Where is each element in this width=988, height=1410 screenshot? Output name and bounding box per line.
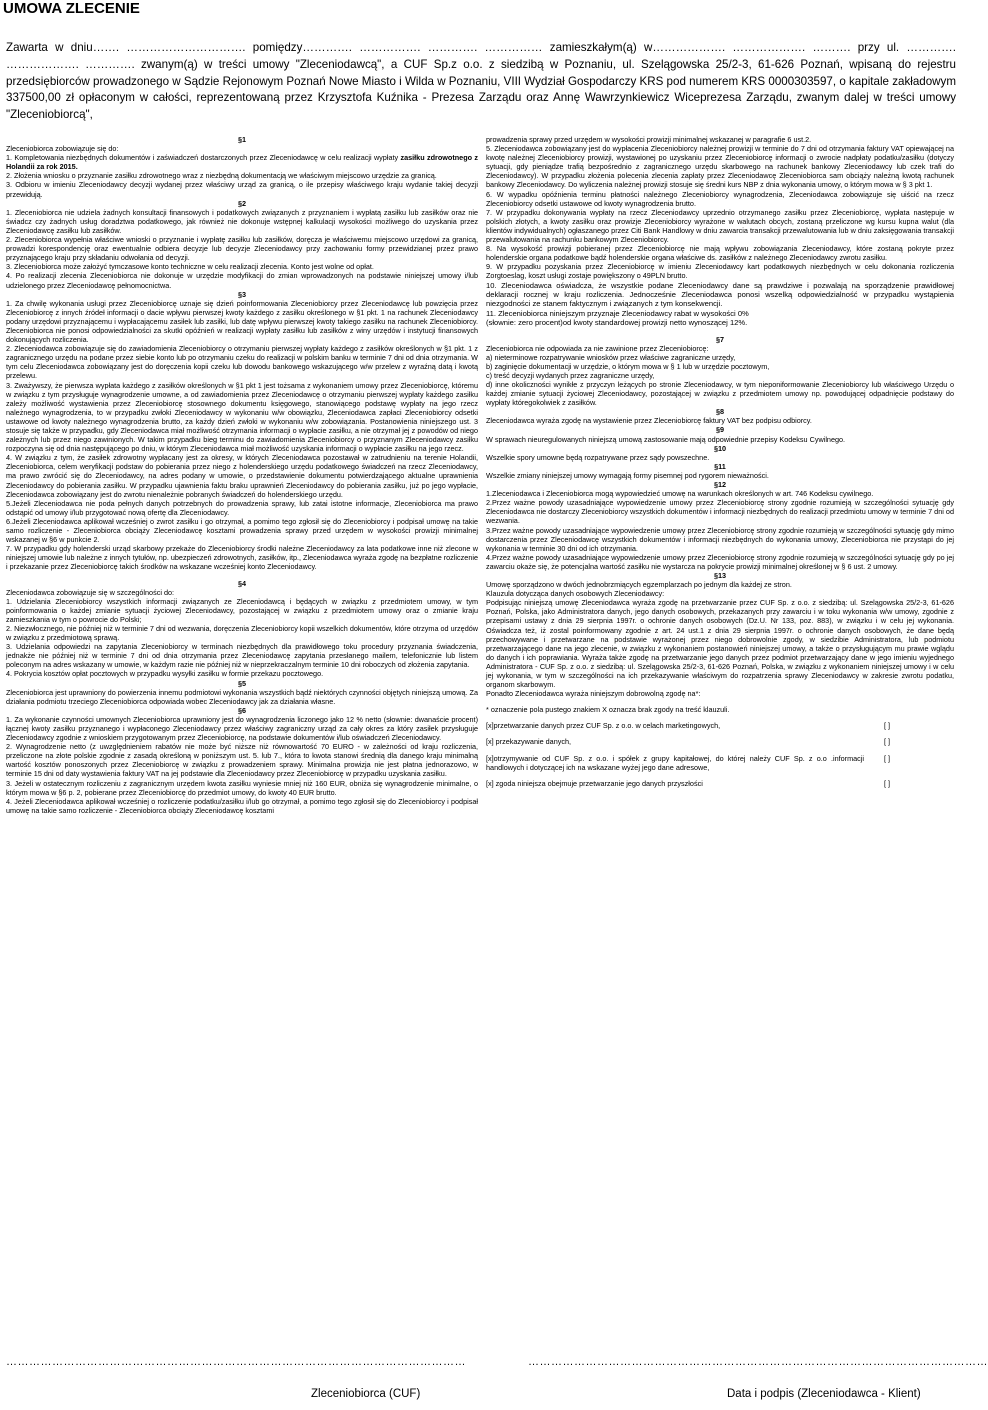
section-13-text-3: Podpisując niniejszą umowę Zleceniodawca wyraża zgodę na przetwarzanie przez CUF Sp. z o.o. z siedzibą: ul. Szelągowska 25/2-3, 61-626 Poznań, Polska, jako Administratora danych, jego danych osobowych, przekazanych przy zawarciu i w toku wykonania w/w umowy, zgodnie z przepisami ustawy z dnia 29 sierpnia 1997r. o ochronie danych osobowych (Dz.U. Nr 133, poz. 883), w związku i w celu jej wykonania. Oświadcza też, iż zostal poinformowany zgodnie z art. 24 ust.1 z dnia 29 sierpnia 1997r. o ochronie danych osobowych, że dane będą przechowywane i przetwarzane na podstawie wyrażonej przez niego dobrowolnie zgody, w siedzibie Administratora, lub podmiotu przetwarzającego dane na jego zlecenie, w związku z wykonaniem postanowień niniejszej umowy, a także o przysługującym mu prawie wglądu do danych i ich poprawiania. Wyraża także zgodę na przetwarzanie jego danych przez podmiot przetwarzający dane w jego imieniu wyjednego Administratora - CUF Sp. z o.o. z siedzibą: ul. Szelągowska 25/2-3, 61-626 Poznań, Polska, w związku z wykonaniem niniejszej umowy i w celu jej wykonania, w tym w szczególności na ich przekazywanie właściwym do rozpatrzenia sprawy Zleceniodawcy w zakresie zwrotu podatku, organom skarbowym. bbox=[486, 598, 954, 690]
section-6-item-7: 7. W przypadku dokonywania wypłaty na rzecz Zleceniodawcy uprzednio otrzymanego zasiłku przez Zleceniobiorcę, wypłata następuje w polskich złotych, a kwoty zasiłku oraz prowizje Zleceniobiorcy wyrażone w walutach obcych, zostaną przeliczone wg kursu kupna walut (dla klientów indywidualnych) ogłaszanego przez Citi Bank Handlowy w dniu zawarcia transakcji przewalutowania lub w dniu zaksięgowania transakcji przewalutowania na rachunku bankowym Zleceniobiorcy. bbox=[486, 207, 954, 245]
section-13-heading: §13 bbox=[713, 570, 727, 580]
section-6-heading: §6 bbox=[237, 705, 247, 715]
section-6-item-3: 3. Jeżeli w ostatecznym rozliczeniu z zagranicznym urzędem kwota zasiłku wyniesie mniej niż 160 EUR, obniża się wynagrodzenie minimalne, o którym mowa w §6 p. 2, pobierane przez Zleceniobiorcę do przedmiot umowy, do kwoty 40 EUR brutto. bbox=[6, 778, 478, 797]
section-2-item-2: 2. Zleceniobiorca wypełnia właściwe wnioski o przyznanie i wypłatę zasiłku lub zasiłków, doręcza je właściwemu miejscowo urzędowi za granicą, prowadzi korespondencję oraz ewentualnie odbiera decyzje lub decyzje Zleceniodawcy przy zachowaniu formy przewidzianej przez prawo przyznającego kraju przy składaniu odwołania od decyzji. bbox=[6, 235, 478, 263]
consent-label: [x]przetwarzanie danych przez CUF Sp. z o.o. w celach marketingowych, bbox=[486, 721, 721, 731]
consent-label: [x] przekazywanie danych, bbox=[486, 737, 572, 747]
section-5-heading: §5 bbox=[237, 678, 247, 688]
section-7-item-b: b) zaginięcie dokumentacji w urzędzie, o którym mowa w § 1 lub w urzędzie pocztowym, bbox=[486, 361, 770, 371]
section-3-item-1: 1. Za chwilę wykonania usługi przez Zleceniobiorcę uznaje się dzień poinformowania Zleceniobiorcy przez Zleceniodawcę lub powzięcia przez Zleceniobiorcę z innych źródeł informacji o dacie wpływu pierwszej kwoty każdego z zasiłku określonego w §1 pkt. 1 na rachunek Zleceniodawcy podany urzędowi przyznającemu i wypłacającemu zasiłek lub zasiłki, lub datę wpływu pierwszej kwoty takiego zasiłku na rachunek Zleceniobiorcy. Zleceniobiorca nie ponosi odpowiedzialności za skutki opóźnień w realizacji wypłaty zasiłku lub zasiłków z winy urzędów i instytucji finansowych dokonujących rozliczenia. bbox=[6, 298, 478, 345]
consent-option-future-processing[interactable] bbox=[486, 779, 954, 788]
section-10-heading: §10 bbox=[713, 443, 727, 453]
section-4-lead: Zleceniodawca zobowiązuje się w szczególności do: bbox=[6, 587, 175, 597]
section-12-item-4: 4.Przez ważne powody uzasadniające wypowiedzenie umowy przez Zleceniobiorcę strony zgodnie rozumieją w szczególności sytuację gdy po jej zawarciu okaże się, że potencjalna wartość zasiłku nie wystarcza na pokrycie prowizji minimalnej określonej w § 6 ust. 2 umowy. bbox=[486, 552, 954, 571]
section-1-lead: Zleceniobiorca zobowiązuje się do: bbox=[6, 144, 119, 154]
left-column bbox=[6, 135, 478, 815]
section-10-text: Wszelkie spory umowne będą rozpatrywane przez sądy powszechne. bbox=[486, 452, 710, 462]
section-3-item-6: 6.Jeżeli Zleceniodawca aplikował wcześniej o zwrot zasiłku i go otrzymał, a pomimo tego zgłosił się do Zleceniobiorcy i podpisał umowę na takie samo rozliczenie - Zleceniobiorca obciąży Zleceniodawcę kosztami prowadzenia sprawy przed urzędem w wysokości prowizji minimalnej wskazanej w §6 w punkcie 2. bbox=[6, 516, 478, 545]
signature-label-client: Data i podpis (Zleceniodawca - Klient) bbox=[727, 1388, 921, 1400]
section-2-heading: §2 bbox=[237, 198, 247, 208]
section-6-item-8: 8. Na wysokość prowizji pobieranej przez Zleceniobiorcę nie mają wpływu zobowiązania Zleceniodawcy, które zostaną pokryte przez holenderskie organa podatkowe bądź holenderskie organa właściwe ds. zasiłków z należnego Zleceniodawcy zwrotu zasiłku. bbox=[486, 244, 954, 263]
section-6-item-11b: (słownie: zero procent)od kwoty standardowej prowizji netto wynoszącej 12%. bbox=[486, 318, 748, 328]
section-12-item-2: 2.Przez ważne powody uzasadniające wypowiedzenie umowy przez Zleceniobiorcę strony zgodnie rozumieją w szczególności sytuację gdy Zleceniodawca nie dostarczy Zleceniobiorcy wszystkich dokumentów i informacji niezbędnych do realizacji przedmiotu umowy w terminie 7 dni od wezwania. bbox=[486, 498, 954, 526]
consent-checkbox[interactable]: [ ] bbox=[884, 737, 891, 747]
section-3-heading: §3 bbox=[237, 289, 247, 299]
section-4-item-2: 2. Niezwłocznego, nie później niż w terminie 7 dni od wezwania, doręczenia Zleceniobiorcy kopii wszelkich dokumentów, które otrzyma od urzędów w związku z przedmiotową sprawą. bbox=[6, 623, 478, 643]
spacer bbox=[486, 328, 954, 335]
consent-option-marketing[interactable] bbox=[486, 721, 954, 730]
section-6-item-11a: 11. Zleceniobiorca niniejszym przyznaje Zleceniodawcy rabat w wysokości 0% bbox=[486, 308, 749, 318]
section-3-item-4: 4. W związku z tym, że zasiłek zdrowotny wypłacany jest za okresy, w których Zleceniodawca pozostawał w zatrudnieniu na terenie Holandii, Zleceniobiorca, celem weryfikacji podstaw do pobierania przez niego z holenderskiego urzędu podatkowego świadczeń na rzecz Zleceniodawcy, ma prawo zwrócić się do Zleceniodawcy, na adres podany w umowie, o przedstawienie dokumentu potwierdzającego aktualne uprawnienia Zleceniodawcy do pobierania zasiłku. W przypadku ujawnienia faktu braku uprawnień Zleceniodawcy do pobierania zasiłku, już po jego wypłacie, Zleceniodawca zobowiązany jest do zwrotu nienależnie pobranych świadczeń do holenderskiego urzędu. bbox=[6, 453, 478, 499]
section-7-item-c: c) treść decyzji wydanych przez zagraniczne urzędy, bbox=[486, 370, 655, 380]
section-1-item-3: 3. Odbioru w imieniu Zleceniodawcy decyzji wydanej przez właściwy urząd za granicą, o ile przepisy właściwego kraju wydanie takiej decyzji przewidują. bbox=[6, 180, 478, 199]
section-11-heading: §11 bbox=[714, 461, 726, 471]
spacer bbox=[486, 698, 954, 705]
section-13-text-1: Umowę sporządzono w dwóch jednobrzmiących egzemplarzach po jednym dla każdej ze stron. bbox=[486, 580, 792, 590]
section-2-item-1: 1. Zleceniobiorca nie udziela żadnych konsultacji finansowych i podatkowych związanych z przyznaniem i wypłatą zasiłku lub zasiłków oraz nie świadcz czy żadnych usług doradztwa podatkowego, jak również nie dokonuje wstępnej kalkulacji wysokości możliwego do uzyskania przez Zleceniodawcę zasiłku lub zasiłków. bbox=[6, 207, 478, 235]
section-11-text: Wszelkie zmiany niniejszej umowy wymagają formy pisemnej pod rygorem nieważności. bbox=[486, 470, 769, 480]
section-9-heading: §9 bbox=[715, 425, 725, 435]
consent-option-data-transfer[interactable] bbox=[486, 737, 954, 746]
section-2-item-3: 3. Zleceniobiorca może założyć tymczasowe konto techniczne w celu realizacji zlecenia. Konto jest wolne od opłat. bbox=[6, 262, 374, 272]
spacer bbox=[6, 572, 478, 579]
section-6-item-1: 1. Za wykonanie czynności umownych Zleceniobiorca uprawniony jest do wynagrodzenia liczonego jako 12 % netto (słownie: dwanaście procent) łącznej kwoty zasiłku przyznanego i wypłaconego Zleceniodawcy przez właściwy zagraniczny urząd za cały okres za który zasiłek przysługuje Zleceniodawcy zgodnie z wnioskiem przygotowanym przez Zleceniobiorcę, na podstawie dokumentów i/lub oświadczeń Zleceniodawcy. bbox=[6, 714, 478, 743]
section-6-item-6: 6. W wypadku opóźnienia terminu płatności należnego Zleceniobiorcy wynagrodzenia, Zleceniodawca zobowiązuje się uiścić na rzecz Zleceniobiorcy odsetki ustawowe od kwoty wynagrodzenia brutto. bbox=[486, 189, 954, 208]
section-4-heading: §4 bbox=[237, 578, 247, 588]
section-8-heading: §8 bbox=[715, 407, 725, 417]
section-6-item-2: 2. Wynagrodzenie netto (z uwzględnieniem rabatów nie może być niższe niż równowartość 70 EURO - w zależności od kraju rozliczenia, przeliczone na złote polskie zgodnie z zasadą określoną w poniższym ust. 5. lub 7., która to kwota stanowi średnią dla danego kraju minimalną wartość kosztów ponoszonych przez Zleceniobiorcę w związku z prowadzeniem sprawy. Minimalna prowizja nie jest płatna jednorazowo, w terminie 15 dni od daty wystawienia faktury VAT na jej podstawie dla Zleceniodawcy przez Zleceniobiorcę w przypadku uzyskania zasiłku. bbox=[6, 742, 478, 779]
section-4-item-4: 4. Pokrycia kosztów opłat pocztowych w przypadku wysyłki zasiłku w formie przekazu pocztowego. bbox=[6, 669, 324, 679]
section-12-heading: §12 bbox=[713, 480, 727, 490]
document-title: UMOWA ZLECENIE bbox=[3, 0, 140, 17]
section-9-text: W sprawach nieuregulowanych niniejszą umową zastosowanie mają odpowiednie przepisy Kodeksu Cywilnego. bbox=[486, 434, 846, 444]
section-6-continuation: prowadzenia sprawy przed urzędem w wysokości prowizji minimalnej wskazanej w paragrafie 6 ust.2. bbox=[486, 135, 812, 144]
section-7-item-d: d) inne okoliczności wynikłe z przyczyn leżących po stronie Zleceniodawcy, w tym nieponiformowanie Zleceniobiorcy lub właściwego Urzędu o każdej zmianie sytuacji życiowej Zleceniodawcy, pozostającej w związku z przedmiotem umowy np. powodującej odpadnięcie podstawy do wypłaty któregokolwiek z zasiłków. bbox=[486, 380, 954, 408]
section-1-item-2: 2. Złożenia wniosku o przyznanie zasiłku zdrowotnego wraz z niezbędną dokumentacją we właściwym miejscowo urzędzie za granicą. bbox=[6, 171, 437, 181]
signature-label-contractor: Zleceniobiorca (CUF) bbox=[311, 1388, 421, 1400]
section-13-text-2: Klauzula dotycząca danych osobowych Zleceniodawcy: bbox=[486, 589, 665, 599]
section-3-item-7: 7. W przypadku gdy holenderski urząd skarbowy przekaże do Zleceniobiorcy środki należne Zleceniodawcy za lata podatkowe inne niż zlecone w niniejszej umowie lub należne z innych tytułów, np. ubezpieczeń zdrowotnych, zasiłków, itp., Zleceniodawca wyraża zgodę na bezpłatne rozliczenie i przekazanie przez Zleceniobiorcę takich środków na wskazane wcześniej konto Zleceniodawcy. bbox=[6, 544, 478, 572]
section-12-item-1: 1.Zleceniodawca i Zleceniobiorca mogą wypowiedzieć umowę na warunkach określonych w art. 746 Kodeksu cywilnego. bbox=[486, 489, 874, 499]
consent-checkbox[interactable]: [ ] bbox=[884, 753, 891, 763]
section-13-text-4: Ponadto Zleceniodawca wyraża niniejszym dobrowolną zgodę na*: bbox=[486, 689, 701, 699]
section-2-item-4: 4. Po realizacji zlecenia Zleceniobiorca nie dokonuje w urzędzie modyfikacji do zmian wprowadzonych na podstawie niniejszej umowy i/lub udzielonego przez Zleceniodawcę pełnomocnictwa. bbox=[6, 271, 478, 290]
section-6-item-4: 4. Jeżeli Zleceniodawca aplikował wcześniej o rozliczenie podatku/zasiłku i/lub go otrzymał, a pomimo tego zgłosił się do Zleceniobiorcy i podpisał umowę na takie samo rozliczenie - Zleceniobiorca obciąży Zleceniodawcę kosztami bbox=[6, 796, 478, 815]
section-7-heading: §7 bbox=[715, 334, 725, 344]
section-6-item-10: 10. Zleceniodawca oświadcza, że wszystkie podane Zleceniodawcy dane są prawdziwe i pozwalają na sporządzenie prawidłowej deklaracji rocznej w kraju rozliczenia. Jednocześnie Zleceniodawca ponosi wszelką odpowiedzialność w przypadku wystąpienia niezgodności ze stanem faktycznym i związanych z tym konsekwencji. bbox=[486, 280, 954, 309]
section-3-item-3: 3. Zważywszy, że pierwsza wypłata każdego z zasiłków określonych w §1 pkt 1 jest tożsama z wykonaniem umowy przez Zleceniobiorcę, któremu w związku z tym przysługuje wynagrodzenie umowne, a od zawiadomienia przez Zleceniodawcę o otrzymaniu pierwszej wypłaty każdego zasiłku zależy możliwość wystawienia przez Zleceniobiorcę stosownego dokumentu księgowego, stanowiącego podstawę wypłaty na jego rzecz należnego wynagrodzenia, to w przypadku zwłoki Zleceniodawcy w wykonaniu w/w obowiązku, Zleceniodawca zapłaci Zleceniobiorcy odsetki ustawowe od kwoty należnego wynagrodzenia brutto, za każdy dzień zwłoki w wykonaniu w/w zobowiązania. Postanowienia niniejszego ust. 3 stosuje się także w przypadku, gdy Zleceniodawca miał możliwość otrzymania informacji o wypłacie zasiłku, a nie otrzymał jej z powodów od niego zależnych lub przez niego zawinionych. W takim przypadku bieg terminu do zawiadomienia Zleceniobiorcy o przyznanym Zleceniodawcy zasiłku rozpoczyna się od dnia następującego po dniu, w którym Zleceniodawca miał możliwość uzyskania informacji o wypłacie zasiłku na jego rzecz. bbox=[6, 380, 478, 454]
consent-checkbox[interactable]: [ ] bbox=[884, 778, 891, 788]
section-6-item-9: 9. W przypadku pozyskania przez Zleceniobiorcę w imieniu Zleceniodawcy kart podatkowych niezbędnych w celu dokonania rozliczenia Zorgtoeslag, koszt usługi zostaje powiększony o 49PLN brutto. bbox=[486, 262, 954, 281]
section-12-item-3: 3.Przez ważne powody uzasadniające wypowiedzenie umowy przez Zleceniobiorcę strony zgodnie rozumieją w szczególności sytuację gdy mimo dostarczenia przez Zleceniodawcę wszystkich dokumentów i informacji niezbędnych do wykonania umowy, Zleceniobiorca nie przystąpi do jej wykonania w terminie 30 dni od ich otrzymania. bbox=[486, 525, 954, 553]
consent-label: [x]otrzymywanie od CUF Sp. z o.o. i spółek z grupy kapitałowej, do której należy CUF Sp. z o.o .informacji handlowych i dotyczącej ich na wskazane wyżej jego dane adresowe, bbox=[486, 753, 864, 772]
right-column bbox=[486, 135, 954, 788]
section-4-item-1: 1. Udzielania Zleceniobiorcy wszystkich informacji związanych ze Zleceniodawcą i będących w związku z przedmiotem umowy, w tym poinformowania o każdej zmianie sytuacji życiowej Zleceniodawcy, pozostającej w związku z przedmiotem umowy oraz o zmianie kraju zamieszkania w tym o powrocie do Polski; bbox=[6, 596, 478, 624]
section-5-text: Zleceniobiorca jest uprawniony do powierzenia innemu podmiotowi wykonania wszystkich bądź niektórych czynności objętych niniejszą umową. Za działania podmiotu trzeciego Zleceniobiorca odpowiada wobec Zleceniodawcy jak za działania własne. bbox=[6, 687, 478, 706]
section-3-item-5: 5.Jeżeli Zleceniodawca nie poda pełnych danych potrzebnych do prowadzenia sprawy, lub zatai istotne informacje, Zleceniobiorca ma prawo odstąpić od umowy i/lub przygotować nową ofertę dla Zleceniodawcy. bbox=[6, 498, 478, 517]
section-8-text: Zleceniodawca wyraża zgodę na wystawienie przez Zleceniobiorcę faktury VAT bez podpisu odbiorcy. bbox=[486, 416, 812, 426]
section-6-item-5: 5. Zleceniodawca zobowiązany jest do wypłacenia Zleceniobiorcy należnej prowizji w terminie do 7 dni od otrzymania faktury VAT opiewającej na kwotę należnej Zleceniobiorcy prowizji, wystawionej po uzyskaniu przez Zleceniobiorcę informacji o zwrocie nadpłaty podatku/zasiłku (dotyczy sytuacji, gdy pieniądze trafią bezpośrednio z zagranicznego urzędu skarbowego na rachunek bankowy Zleceniodawcy lub czek trafi do Zleceniodawcy). W przypadku złożenia polecenia zlecenia zapłaty przez Zleceniodawcę Zleceniobiorca sam obciąży należną kwotą rachunek bankowy Zleceniodawcy. Do wyliczenia należnej prowizji stosuje się średni kurs NBP z dnia wykonania umowy, o którym mowa w § 3 pkt 1. bbox=[486, 144, 954, 190]
section-7-lead: Zleceniobiorca nie odpowiada za nie zawinione przez Zleceniobiorcę: bbox=[486, 343, 709, 353]
item-text: 1. Kompletowania niezbędnych dokumentów i zaświadczeń dostarczonych przez Zleceniodawcę w celu realizacji wypłaty bbox=[6, 153, 401, 163]
intro-paragraph: Zawarta w dniu……. …………………………. pomiędzy…………. ……………. …………. …………… zamieszkałym(ą) w………………. ………………. ………. przy ul. …………. ………………. …………. zwanym(ą) w treści umowy "Zleceniodawcą", a CUF Sp.z o.o. z siedzibą w Poznaniu, ul. Szelągowska 25/2-3, 61-626 Poznań, wpisaną do rejestru przedsiębiorców prowadzonego w Sądzie Rejonowym Poznań Nowe Miasto i Wilda w Poznaniu, VIII Wydział Gospodarczy KRS pod numerem KRS 0000303597, o kapitale zakładowym 337500,00 zł opłaconym w całości, reprezentowaną przez Krzysztofa Kuźnika - Prezesa Zarządu oraz Annę Wawrzynkiewicz Wiceprezesa Zarządu, zwanym dalej w treści umowy "Zleceniobiorcą", bbox=[6, 41, 956, 122]
section-4-item-3: 3. Udzielania odpowiedzi na zapytania Zleceniobiorcy w terminach niezbędnych dla prawidłowego toku procedury przyznania świadczenia, jednakże nie później niż w terminie 7 dni od dnia otrzymania przez Zleceniodawcę zapytania przesłanego mailem, telefonicznie lub listem poleconym na adres wskazany w umowie, w każdym razie nie później niż w nieprzekraczalnym terminie 10 dni roboczych od złożenia zapytania. bbox=[6, 642, 478, 670]
signature-line-left: ………………………………………………………………………………………………………… bbox=[6, 1356, 466, 1368]
consent-checkbox[interactable]: [ ] bbox=[884, 721, 891, 731]
signature-line-right: ………………………………………………………………………………………………………… bbox=[528, 1356, 988, 1368]
item-bold-text: zasiłku zdrowotnego z Holandii za rok 2015. bbox=[6, 153, 478, 172]
section-3-item-2: 2. Zleceniodawca zobowiązuje się do zawiadomienia Zleceniobiorcy o otrzymaniu pierwszej wypłaty każdego z zasiłków określonych w §1 pkt. 1 z zagranicznego urzędu na podane przez siebie konto lub po otrzymaniu czeku do realizacji w polskim banku w terminie 7 dni od dnia otrzymania. W tym celu Zleceniodawca zobowiązany jest do doręczenia kopii czeku lub dowodu bankowego wskazującego w/w przelew z wyraźną datą i kwotą przelewu. bbox=[6, 344, 478, 381]
section-1-heading: §1 bbox=[237, 135, 247, 144]
consent-option-commercial-info[interactable] bbox=[486, 754, 954, 772]
section-7-item-a: a) nieterminowe rozpatrywanie wniosków przez właściwe zagraniczne urzędy, bbox=[486, 352, 736, 362]
consent-label: [x] zgoda niniejsza obejmuje przetwarzanie jego danych przyszłości bbox=[486, 778, 703, 788]
section-1-item-1 bbox=[6, 153, 478, 171]
consent-note: * oznaczenie pola pustego znakiem X oznacza brak zgody na treść klauzuli. bbox=[486, 705, 730, 715]
